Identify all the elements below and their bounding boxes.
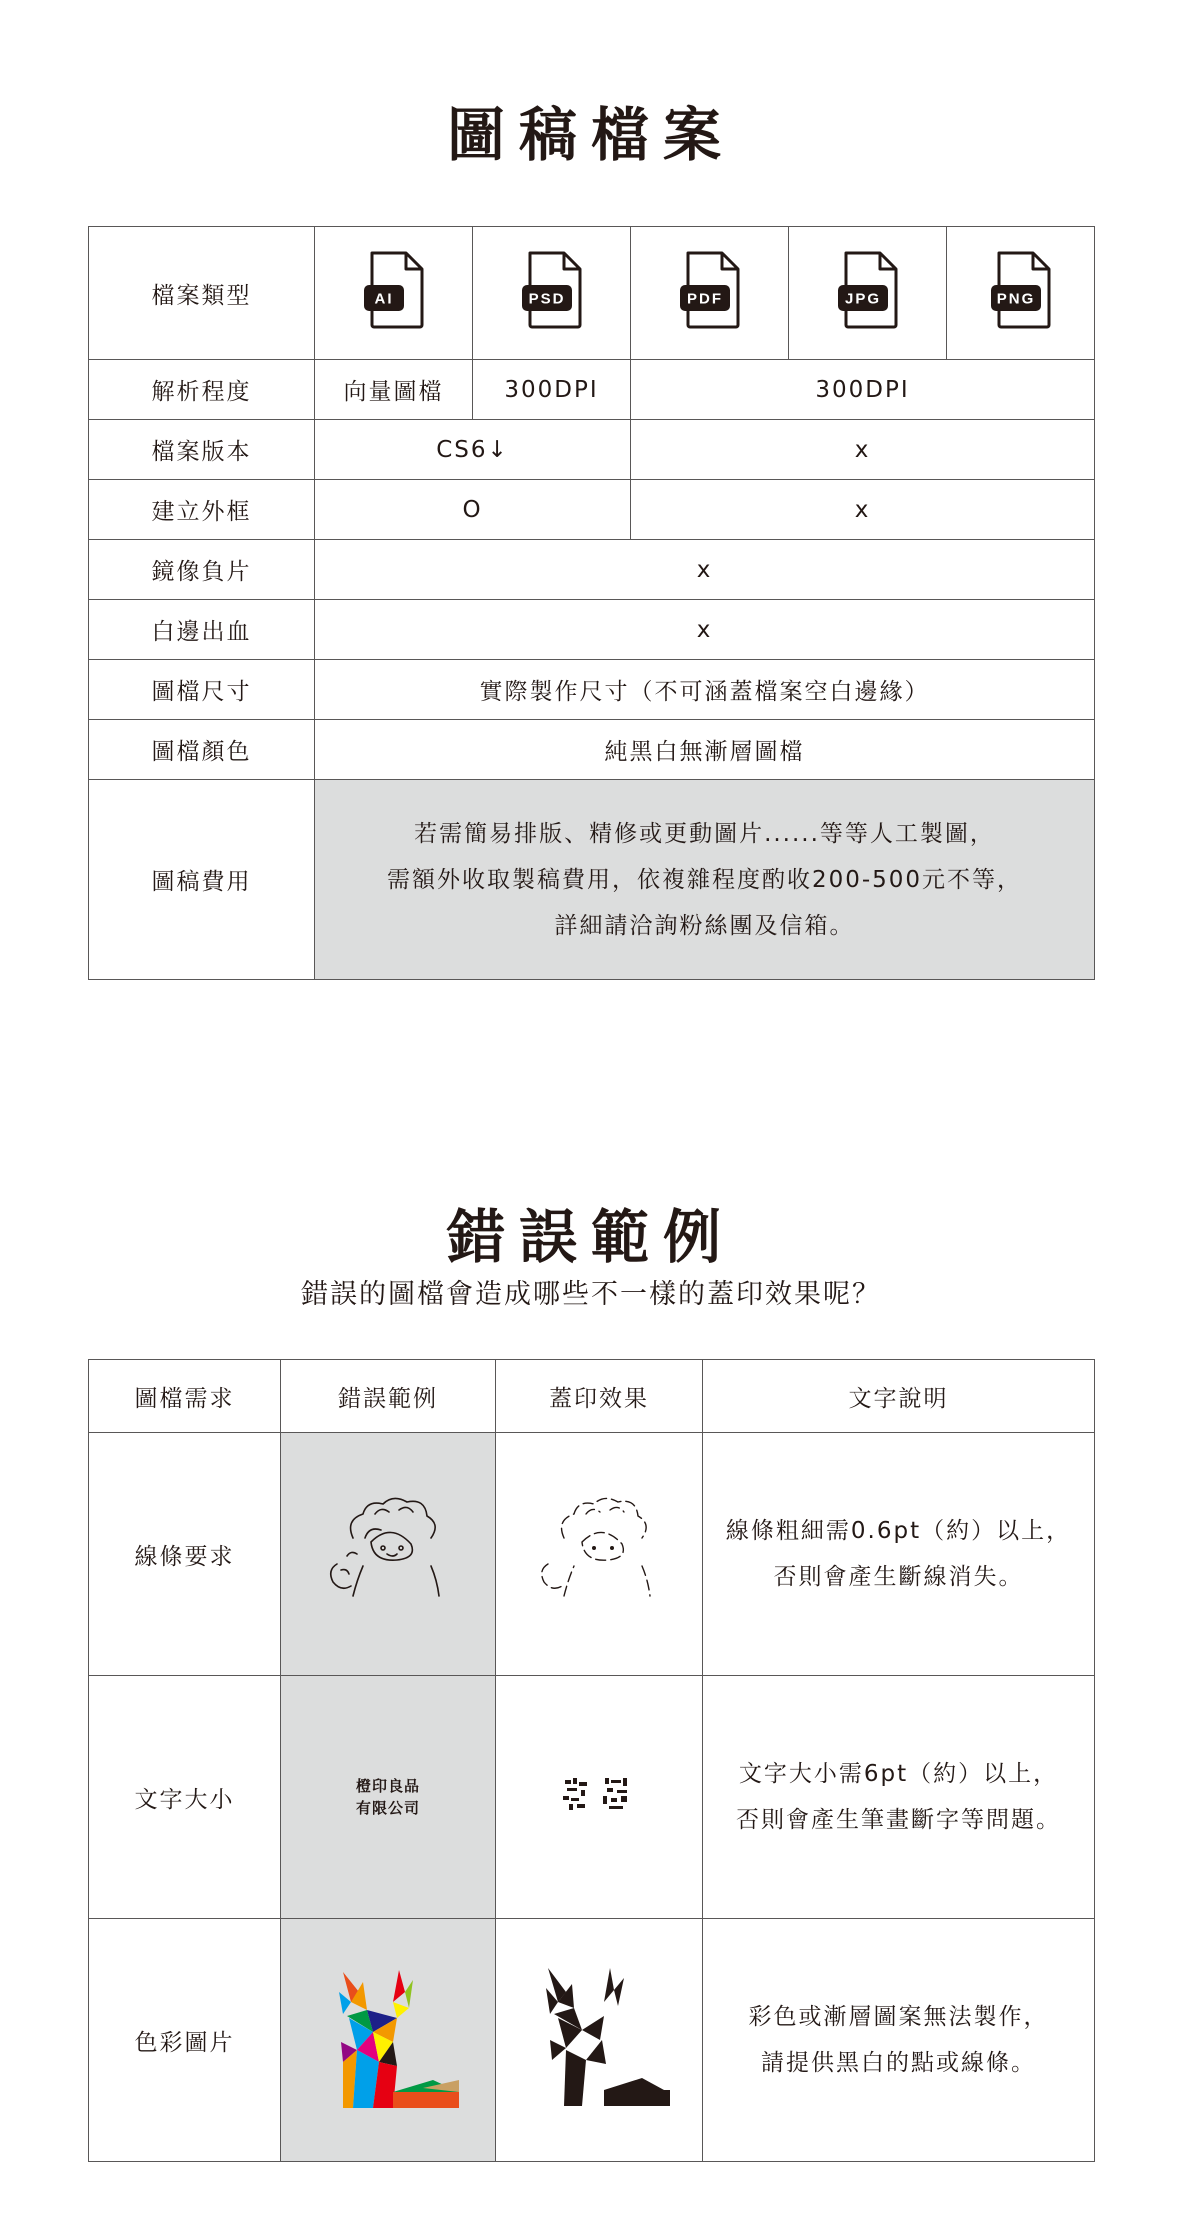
bleed-row (89, 600, 1095, 660)
color-deer-image (281, 1919, 496, 2162)
example-row-text-size (89, 1676, 1095, 1919)
pdf-file-icon (631, 227, 789, 360)
color-row (89, 720, 1095, 780)
fee-row (89, 780, 1095, 980)
version-others: x (631, 420, 1095, 480)
mirror-value: x (315, 540, 1095, 600)
fee-line-2: 需額外收取製稿費用，依複雜程度酌收200-500元不等， (386, 866, 1023, 893)
row-label-type: 檔案類型 (89, 227, 315, 360)
resolution-row (89, 360, 1095, 420)
svg-text:JPG: JPG (844, 290, 881, 308)
svg-text:PDF: PDF (686, 290, 723, 308)
size-value: 實際製作尺寸（不可涵蓋檔案空白邊緣） (315, 660, 1095, 720)
jpg-file-icon (789, 227, 947, 360)
resolution-others: 300DPI (631, 360, 1095, 420)
resolution-ai: 向量圖檔 (315, 360, 473, 420)
broken-line-bear-image (496, 1433, 703, 1676)
header-requirement: 圖檔需求 (89, 1360, 281, 1433)
desc-line-requirement (703, 1433, 1095, 1676)
svg-text:AI: AI (374, 290, 393, 308)
header-description: 文字說明 (703, 1360, 1095, 1433)
row-label-resolution: 解析程度 (89, 360, 315, 420)
version-ai-psd: CS6↓ (315, 420, 631, 480)
header-error-example: 錯誤範例 (281, 1360, 496, 1433)
label-text-size: 文字大小 (89, 1676, 281, 1919)
example-row-lines (89, 1433, 1095, 1676)
broken-text-stamp-image (496, 1676, 703, 1919)
mirror-row (89, 540, 1095, 600)
label-color-image: 色彩圖片 (89, 1919, 281, 2162)
section2-subtitle: 錯誤的圖檔會造成哪些不一樣的蓋印效果呢？ (301, 1279, 881, 1310)
fee-line-1: 若需簡易排版、精修或更動圖片......等等人工製圖， (414, 820, 995, 847)
file-spec-table (88, 226, 1095, 980)
desc-color-line-2: 請提供黑白的點或線條。 (761, 2050, 1036, 2076)
desc-text-line-2: 否則會產生筆畫斷字等問題。 (736, 1807, 1061, 1833)
row-label-size: 圖檔尺寸 (89, 660, 315, 720)
frame-row (89, 480, 1095, 540)
bleed-value: x (315, 600, 1095, 660)
desc-color-image (703, 1919, 1095, 2162)
frame-ai-psd: O (315, 480, 631, 540)
svg-text:PSD: PSD (528, 290, 565, 308)
row-label-frame: 建立外框 (89, 480, 315, 540)
desc-line-1: 線條粗細需0.6pt（約）以上， (725, 1518, 1072, 1544)
small-text-sample (281, 1676, 496, 1919)
header-stamp-effect: 蓋印效果 (496, 1360, 703, 1433)
section2-title: 錯誤範例 (446, 1203, 735, 1271)
fee-line-3: 詳細請洽詢粉絲團及信箱。 (554, 912, 855, 939)
resolution-psd: 300DPI (473, 360, 631, 420)
small-text-line-1: 橙印良品 (355, 1777, 420, 1795)
desc-line-2: 否則會產生斷線消失。 (773, 1564, 1024, 1590)
psd-file-icon (473, 227, 631, 360)
small-text-line-2: 有限公司 (355, 1799, 420, 1817)
row-label-version: 檔案版本 (89, 420, 315, 480)
thin-line-bear-image (281, 1433, 496, 1676)
error-example-table (88, 1359, 1095, 2162)
bw-deer-stamp-image (496, 1919, 703, 2162)
row-label-bleed: 白邊出血 (89, 600, 315, 660)
desc-text-size (703, 1676, 1095, 1919)
version-row (89, 420, 1095, 480)
row-label-color: 圖檔顏色 (89, 720, 315, 780)
example-row-color (89, 1919, 1095, 2162)
frame-others: x (631, 480, 1095, 540)
section1-title: 圖稿檔案 (446, 101, 735, 169)
example-header-row (89, 1360, 1095, 1433)
file-type-row (89, 227, 1095, 360)
label-line-requirement: 線條要求 (89, 1433, 281, 1676)
size-row (89, 660, 1095, 720)
row-label-mirror: 鏡像負片 (89, 540, 315, 600)
color-value: 純黑白無漸層圖檔 (315, 720, 1095, 780)
fee-description (315, 780, 1095, 980)
svg-text:PNG: PNG (996, 290, 1035, 308)
row-label-fee: 圖稿費用 (89, 780, 315, 980)
desc-color-line-1: 彩色或漸層圖案無法製作， (748, 2004, 1049, 2030)
desc-text-line-1: 文字大小需6pt（約）以上， (738, 1761, 1059, 1787)
png-file-icon (947, 227, 1095, 360)
ai-file-icon (315, 227, 473, 360)
